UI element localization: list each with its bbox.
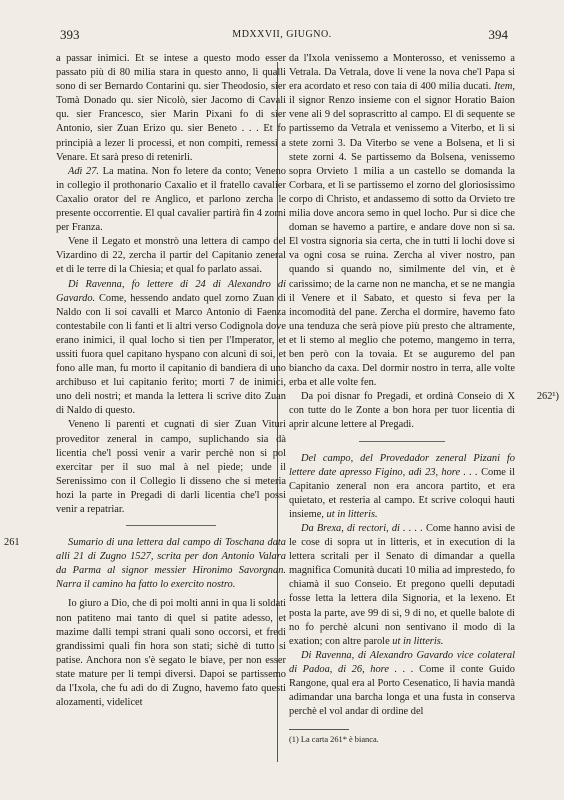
- left-column: [4, 52, 286, 710]
- page-number-right: 394: [488, 27, 508, 42]
- letter-heading: Di Ravenna, di Alexandro Gavardo vice colateral di Padoa, di 26, hore . . .: [289, 649, 515, 675]
- paragraph: Vene il Legato et monstrò una lettera di campo del Vizardino di 22, zercha il partir del Capitanio zeneral et di le terre di la Chiesia; et qual fo parlato assai.: [56, 236, 286, 276]
- paragraph: Da Brexa, di rectori, di . . . . Come hanno avisi de le cose di sopra ut in litteris, et in execution di la lettera scritali per il Senato di dimandar a quella magnifica Comunità ducati 10 milia ad imprestedo, fo chiamà il suo Conseio. Et pregono quelli deputadi fosse letta la lettera dila Signoria, et la lexeno. Et posta la parte, ave 99 di sì, 9 di no, et quelle balote di no fo perchè alcuni non sentivano il modo di la exation; con altre parole ut in litteris.: [289, 523, 515, 647]
- letter-heading: Del campo, del Provedador zeneral Pizani fo lettere date apresso Figino, adì 23, hore . . .: [289, 452, 515, 478]
- margin-folio-number: 261: [4, 537, 20, 549]
- right-column: [289, 52, 559, 745]
- paragraph: Di Ravenna, fo lettere di 24 di Alexandro di Gavardo. Come, hessendo andato quel zorno Zuan di Naldo con li soi cavalli et Marco Antonio di Faenza contestabile con li fanti et li altri verso Codignola dove erano inimici, il qual locho si tien per l'Imperator, et ussiti fuora quel capitano hyspano con alcuni di soi, et fono alle man, fu morto il capitanio di bandiera di uno archibuso et lui capitanio ferito; morti 7 de inimici, uno deli nostri; et manda la lettera li scrive dito Zuan di Naldo di questo.: [56, 278, 286, 417]
- paragraph: Io giuro a Dio, che di poi molti anni in qua li soldati non patiteno mai tanto di quel si patite adesso, et mazime dalli tempi strani quali sono occorsi, et fredi grandissimi quali fin hora son stati; sichè di tutto si patise. Anchora non s'è segato le biave, per non esser state mature per li tempi diversi. Dapoi se partissemo da l'Ixola, che fu adì do di Zugno, havemo fato questi alozamenti, videlicet: [56, 598, 286, 709]
- sumario-heading: Sumario di una lettera dal campo di Toschana data alli 21 di Zugno 1527, scrita per don Antonio Valara da Parma al signor messier Hironimo Savorgnan. Narra il camino ha fatto lo exercito nostro.: [56, 537, 286, 591]
- paragraph: a passar inimici. Et se intese a questo modo esser passato più di 80 milia stara in questo anno, li qualli sono di ser Bernardo Contarini qu. sier Theodosio, sier Tomà Donado qu. sier Nicolò, sier Jacomo di Cavali qu. sier Francesco, sier Marin Pixani fo di sier Antonio, sier Zuan Erizo qu. sier Beneto . . . Et fo principià a lezer li processi, et non compiti, remessi a Venare. Et sarà preso di retenirli.: [56, 53, 286, 163]
- paragraph: Di Ravenna, di Alexandro Gavardo vice colateral di Padoa, di 26, hore . . . Come il conte Guido Rangone, qual era al Porto Cesenatico, li havia mandà adimandar una barcha longa et una fusta in conserva perchè el vol andar di ordine del: [289, 649, 515, 718]
- letter-heading: Di Ravenna, fo lettere di 24 di Alexandro di Gavardo.: [56, 278, 286, 304]
- paragraph: da l'Ixola venissemo a Monterosso, et venissemo a Vetrala. Da Vetrala, dove li vene la nova che'l Papa si era acordato et reso con taia di 400 milia ducati. Item, il signor Renzo insieme con el signor Horatio Baion vene ali 9 del soprascritto al campo. El dì sequente se partissemo da Vetrala et venissemo a Viterbo, et lì si stete zorni 3. Da Viterbo se vene a Bolsena, et lì si stete zorni 4. Se partissemo da Bolsena, venissemo sopra Orvieto 1 milia a un castello se domanda la Corbara, et lì se partissemo el zorno del gloriosissimo corpo di Christo, et andassemo di sotto da Orvieto tre milia dove ancora semo in quel locho. Pur si dice che doman se havemo a partire, e andare dove non si sa. El vostra signoria sia certa, che in tutti li lochi dove si va ogni cosa se ruina. Zercha al viver nostro, pan quando si quando no, similmente del vin, et è carissimo; de la carne non ne mancha, et se ne mangia il Venere et il Sabato, et questo si feva per la incomodità del pane. Zercha el dormire, havemo fato una tenduza che serà piove più presto che altramente, et li stemo al meglio che potemo, mangemo in terra, ben però con la tovaia. Et se auguremo del pan biancho da caxa. Del dormir nostro in terra, alle volte erba et alle volte fen.: [289, 53, 515, 389]
- paragraph: Da poi disnar fo Pregadi, et ordinà Conseio di X con tutte do le Zonte a bon hora per tuor licentia di aprir alcune lettere al Pregadi.: [289, 391, 515, 431]
- letter-heading: Da Brexa, di rectori, di . . . .: [301, 523, 423, 534]
- section-separator: [126, 525, 216, 526]
- council-block: [289, 390, 559, 432]
- page-number-left: 393: [60, 27, 80, 42]
- footnote: (1) La carta 261* è bianca.: [289, 735, 379, 745]
- margin-folio-number: 262¹): [536, 391, 559, 403]
- paragraph: Veneno li parenti et cugnati di sier Zuan Vituri proveditor zeneral in campo, suplichando sia dà licentia che'l possi venir a varir perchè non si pol exercitar per il suo mal à nel piede; unde il Serenissimo con il Collegio li disseno che si meteria hozi la parte in Pregadi di darli licentia che'l possi venir a repatriar.: [56, 419, 286, 515]
- page-header: [0, 27, 564, 47]
- sumario-block: [4, 536, 286, 592]
- date-heading: Adì 27.: [68, 165, 100, 177]
- paragraph: Adì 27. La matina. Non fo letere da conto; Veneno in collegio il prothonario Caxalio et il fratello cavalier Caxalio orator del re Anglico, et parlono zercha le presente occorrentie. El qual cavalier partirà fin 4 zorni per Franza.: [56, 165, 286, 234]
- item-label: Item,: [493, 81, 515, 93]
- section-separator: [359, 441, 445, 442]
- footnote-rule: [289, 729, 349, 730]
- paragraph: Del campo, del Provedador zeneral Pizani fo lettere date apresso Figino, adì 23, hore . . . Come il Capitanio zeneral non era ancora partito, et era quietato, et resteria al campo. Et scrive coloqui hauti insieme, ut in litteris.: [289, 452, 515, 520]
- running-title: MDXXVII, GIUGNO.: [232, 29, 332, 40]
